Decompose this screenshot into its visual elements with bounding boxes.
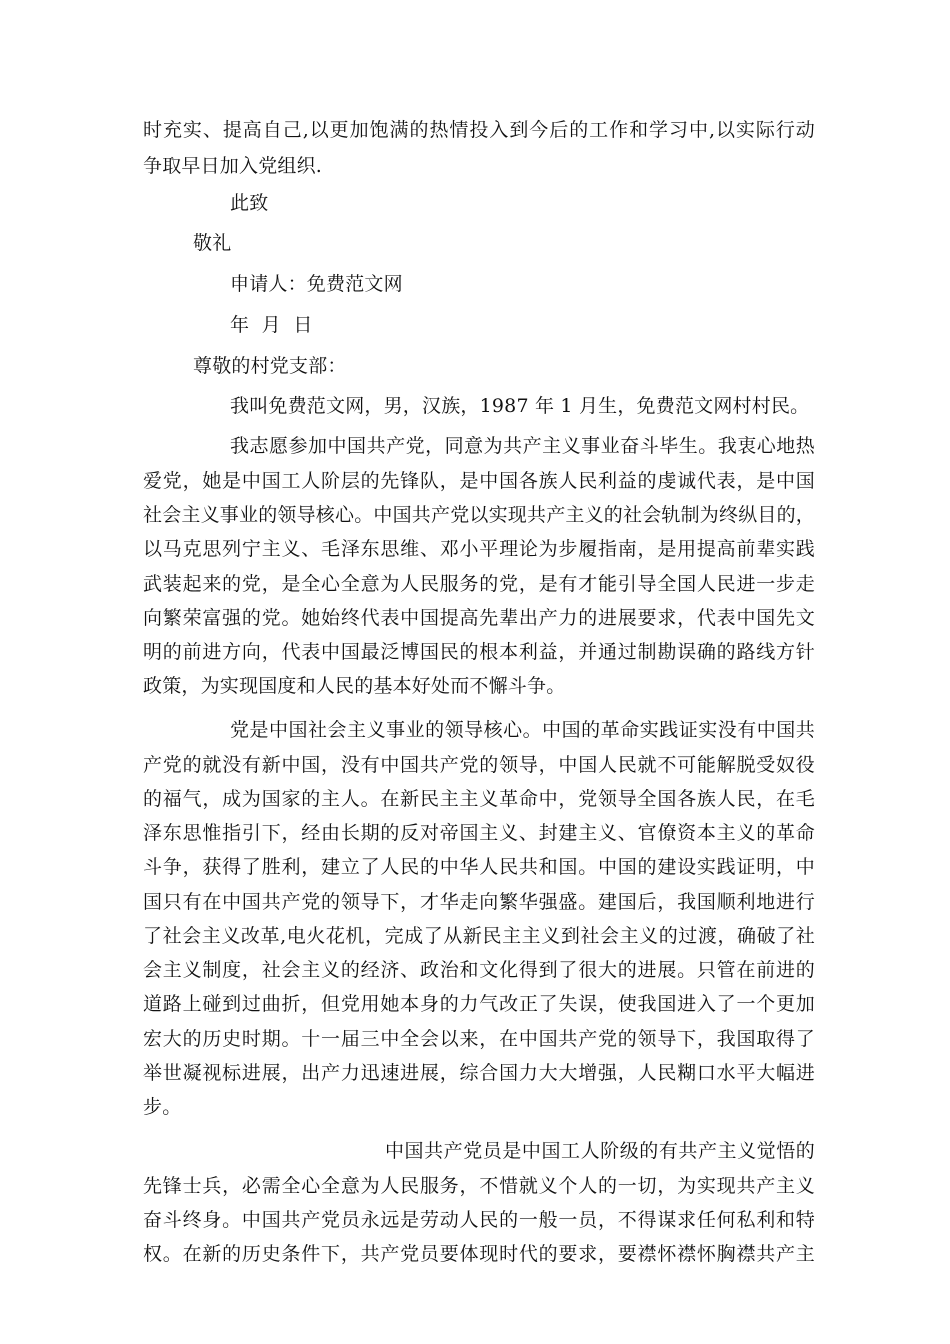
- greeting: 尊敬的村党支部：: [193, 355, 347, 377]
- text-line: 时充实、提高自己,以更加饱满的热情投入到今后的工作和学习中,以实际行动: [143, 119, 815, 141]
- date-line: 年 月 日: [230, 314, 313, 336]
- text-line: 我志愿参加中国共产党，同意为共产主义事业奋斗毕生。我衷心地热: [230, 435, 815, 457]
- text-line: 向繁荣富强的党。她始终代表中国提高先辈出产力的进展要求，代表中国先文: [143, 607, 815, 629]
- text-line: 明的前进方向，代表中国最泛博国民的根本利益，并通过制勘误确的路线方针: [143, 641, 815, 663]
- text-line: 宏大的历史时期。十一届三中全会以来，在中国共产党的领导下，我国取得了: [143, 1028, 815, 1050]
- text-line: 国只有在中国共产党的领导下，才华走向繁华强盛。建国后，我国顺利地进行: [143, 891, 815, 913]
- text-line: 的福气，成为国家的主人。在新民主主义革命中，党领导全国各族人民，在毛: [143, 788, 815, 810]
- closing-salutation: 此致: [230, 192, 269, 214]
- text-line: 权。在新的历史条件下，共产党员要体现时代的要求，要襟怀襟怀胸襟共产主: [143, 1243, 815, 1265]
- text-line: 了社会主义改革,电火花机，完成了从新民主主义到社会主义的过渡，确破了社: [143, 925, 815, 947]
- closing-regards: 敬礼: [193, 232, 232, 254]
- text-line: 斗争，获得了胜利，建立了人民的中华人民共和国。中国的建设实践证明，中: [143, 856, 815, 878]
- text-line: 争取早日加入党组织.: [143, 155, 323, 177]
- text-line: 步。: [143, 1096, 182, 1118]
- text-line: 中国共产党员是中国工人阶级的有共产主义觉悟的: [385, 1140, 815, 1162]
- text-line: 社会主义事业的领导核心。中国共产党以实现共产主义的社会轨制为终纵目的，: [143, 504, 816, 526]
- text-line: 党是中国社会主义事业的领导核心。中国的革命实践证实没有中国共: [230, 719, 815, 741]
- text-line: 泽东思惟指引下，经由长期的反对帝国主义、封建主义、官僚资本主义的革命: [143, 822, 815, 844]
- text-line: 以马克思列宁主义、毛泽东思维、邓小平理论为步履指南，是用提高前辈实践: [143, 538, 815, 560]
- text-line: 我叫免费范文网，男，汉族，1987 年 1 月生，免费范文网村村民。: [230, 395, 810, 417]
- text-line: 爱党，她是中国工人阶层的先锋队，是中国各族人民利益的虔诚代表，是中国: [143, 470, 815, 492]
- text-line: 奋斗终身。中国共产党员永远是劳动人民的一般一员，不得谋求任何私利和特: [143, 1209, 815, 1231]
- text-line: 产党的就没有新中国，没有中国共产党的领导，中国人民就不可能解脱受奴役: [143, 754, 815, 776]
- text-line: 会主义制度，社会主义的经济、政治和文化得到了很大的进展。只管在前进的: [143, 959, 815, 981]
- text-line: 举世凝视标进展，出产力迅速进展，综合国力大大增强，人民糊口水平大幅进: [143, 1062, 815, 1084]
- text-line: 道路上碰到过曲折，但党用她本身的力气改正了失误，使我国进入了一个更加: [143, 993, 815, 1015]
- applicant-name: 申请人：免费范文网: [230, 273, 403, 295]
- text-line: 武装起来的党，是全心全意为人民服务的党，是有才能引导全国人民进一步走: [143, 573, 815, 595]
- text-line: 先锋士兵，必需全心全意为人民服务，不惜就义个人的一切，为实现共产主义: [143, 1175, 815, 1197]
- text-line: 政策，为实现国度和人民的基本好处而不懈斗争。: [143, 675, 566, 697]
